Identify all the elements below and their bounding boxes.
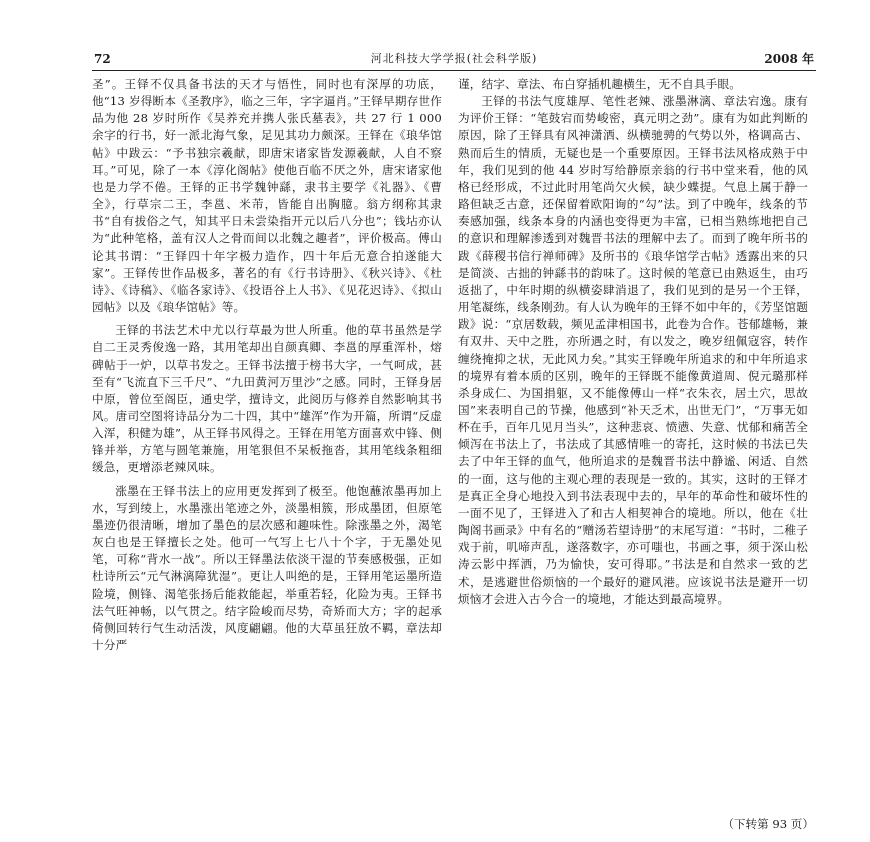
paragraph: 圣”。王铎不仅具备书法的天才与悟性，同时也有深厚的功底，他“13 岁得断本《圣教序》，临之三年，字字逼肖。”王铎早期存世作品为他 28 岁时所作《吴养充并携人张氏墓表》，共 27 行 1 000 余字的行书，好一派北海气象，足见其功力颇深。王铎在《琅华馆帖》中跋云：“予书独宗羲献，即唐宋诸家皆发源羲献，人自不察耳。”可见，除了一本《淳化阁帖》使他百临不厌之外，唐宋诸家他也是力学不倦。王铎的正书学魏钟繇，隶书主要学《礼器》、《曹全》，行草宗二王，李邕、米芾，皆能自出胸臆。翁方纲称其隶书“自有拔俗之气，知其平日未尝染指开元以后八分也”；钱坫亦认为“此种笔格，盖有汉人之骨而间以北魏之趣者”，评价极高。傅山论其书谓：“王铎四十年字极力造作，四十年后无意合拍遂能大家”。王铎传世作品极多，著名的有《行书诗册》、《秋兴诗》、《杜诗》、《诗稿》、《临各家诗》、《投语谷上人书》、《见花迟诗》、《拟山园帖》以及《琅华馆帖》等。 [92, 77, 442, 315]
paragraph: 涨墨在王铎书法上的应用更发挥到了极至。他饱蘸浓墨再加上水，写到绫上，水墨涨出笔迹之外，淡墨相簇，形成墨团，但原笔墨迹仍很清晰，增加了墨色的层次感和趣味性。除涨墨之外，渴笔灰白也是王铎擅长之处。他可一气写上七八十个字，于无墨处见笔，可称“背水一战”。所以王铎墨法依淡干湿的节奏感极强，正如杜诗所云“元气淋漓障犹湿”。更让人叫绝的是，王铎用笔运墨所造险境，侧锋、渴笔张扬后能救能起，举重若轻，化险为夷。王铎书法气旺神畅，以气贯之。结字险峻而尽势，奇矫而大方；字的起承倚侧回转行气生动活泼，风度翩翩。他的大草虽狂放不羁，章法却十分严 [92, 483, 442, 652]
page-number: 72 [94, 52, 111, 66]
page-header [92, 50, 816, 68]
paragraph: 王铎的书法艺术中尤以行草最为世人所重。他的草书虽然是学自二王灵秀俊逸一路，其用笔却出自颜真卿、李邕的厚重浑朴，熔碑帖于一炉，以草书发之。王铎书法擅于榜书大字，一气呵成，甚至有“飞流直下三千尺”、“九田黄河万里沙”之感。同时，王铎身居中原，曾位至阁臣，通史学，擅诗文，此阅历与修养自然影响其书风。唐司空图将诗品分为二十四，其中“雄浑”作为开篇，所谓“反虚入浑，积健为雄”，从王铎书风得之。王铎在用笔方面喜欢中锋、侧锋并举，方笔与圆笔兼施，用笔狠但不呆板拖沓，其用笔线条粗细缓急，更增添老辣风味。 [92, 323, 442, 475]
header-rule [92, 70, 816, 71]
continuation-note: （下转第 93 页） [722, 817, 814, 831]
journal-title: 河北科技大学学报(社会科学版) [370, 52, 538, 65]
left-column [92, 76, 442, 654]
right-column [458, 76, 808, 608]
paragraph: 谨，结字、章法、布白穿插机趣横生，无不自具手眼。 [458, 77, 742, 91]
publication-year: 2008 年 [764, 52, 814, 66]
paragraph: 王铎的书法气度雄厚、笔性老辣、涨墨淋漓、章法宕逸。康有为评价王铎：“笔鼓宕而势峻密，真元明之劲”。康有为如此判断的原因，除了王铎具有风神潇洒、纵横驰骋的气势以外，格调高古、熟而后生的情质，无疑也是一个重要原因。王铎书法风格成熟于中年，我们见到的他 44 岁时写给静原亲翁的行书中堂来看，他的风格已经形成，不过此时用笔尚欠火候，缺少蝶提。气息上属于静一路但缺乏古意，还保留着欧阳询的“勾”法。到了中晚年，线条的节奏感加强，线条本身的内涵也变得更为丰富，已相当熟练地把自己的意识和理解渗透到对魏晋书法的理解中去了。而到了晚年所书的跋《薛稷书信行禅师碑》及所书的《琅华馆学古帖》透露出来的只是简淡、古拙的钟繇书的韵味了。这时候的笔意已由熟返生，由巧返拙了，中年时期的纵横姿肆消退了，我们见到的是另一个王铎，用笔凝练，线条刚劲。有人认为晚年的王铎不如中年的，《芳坚馆题跋》说：“京居数载，频见孟津相国书，此卷为合作。苍郁雄畅，兼有双井、天中之胜，亦所遇之时，有以发之，晚岁纽佩寇容，转作缠绕掩抑之状，无此风力矣。”其实王铎晚年所追求的和中年所追求的境界有着本质的区别，晚年的王铎既不能像黄道周、倪元璐那样杀身成仁、为国捐躯，又不能像傅山一样“衣朱衣，居土穴，思故国”来表明自己的节操，他感到“补天乏术，出世无门”，“万事无如杯在手，百年几见月当头”，这种悲哀、愤懑、失意、忧郁和痛苦全倾泻在书法上了，书法成了其感情唯一的寄托，这时候的书法已失去了中年王铎的血气，他所追求的是魏晋书法中静谧、闲适、自然的一面，这与他的主观心理的表现是一致的。其实，这时的王铎才是真正全身心地投入到书法表现中去的，早年的革命性和破坏性的一面不见了，王铎进入了和古人相契神合的境地。所以，他在《壮陶阁书画录》中有名的“赠汤若望诗册”的末尾写道：“书时，二稚子戏于前，叽啼声乱，遂落数字，亦可嗤也，书画之事，须于深山松涛云影中挥洒，乃为愉快，安可得耶。”书法是和自然求一致的艺术，是逃避世俗烦恼的一个最好的避风港。应该说书法是避开一切烦恼才会进入古今合一的境地，才能达到最高境界。 [458, 94, 808, 606]
